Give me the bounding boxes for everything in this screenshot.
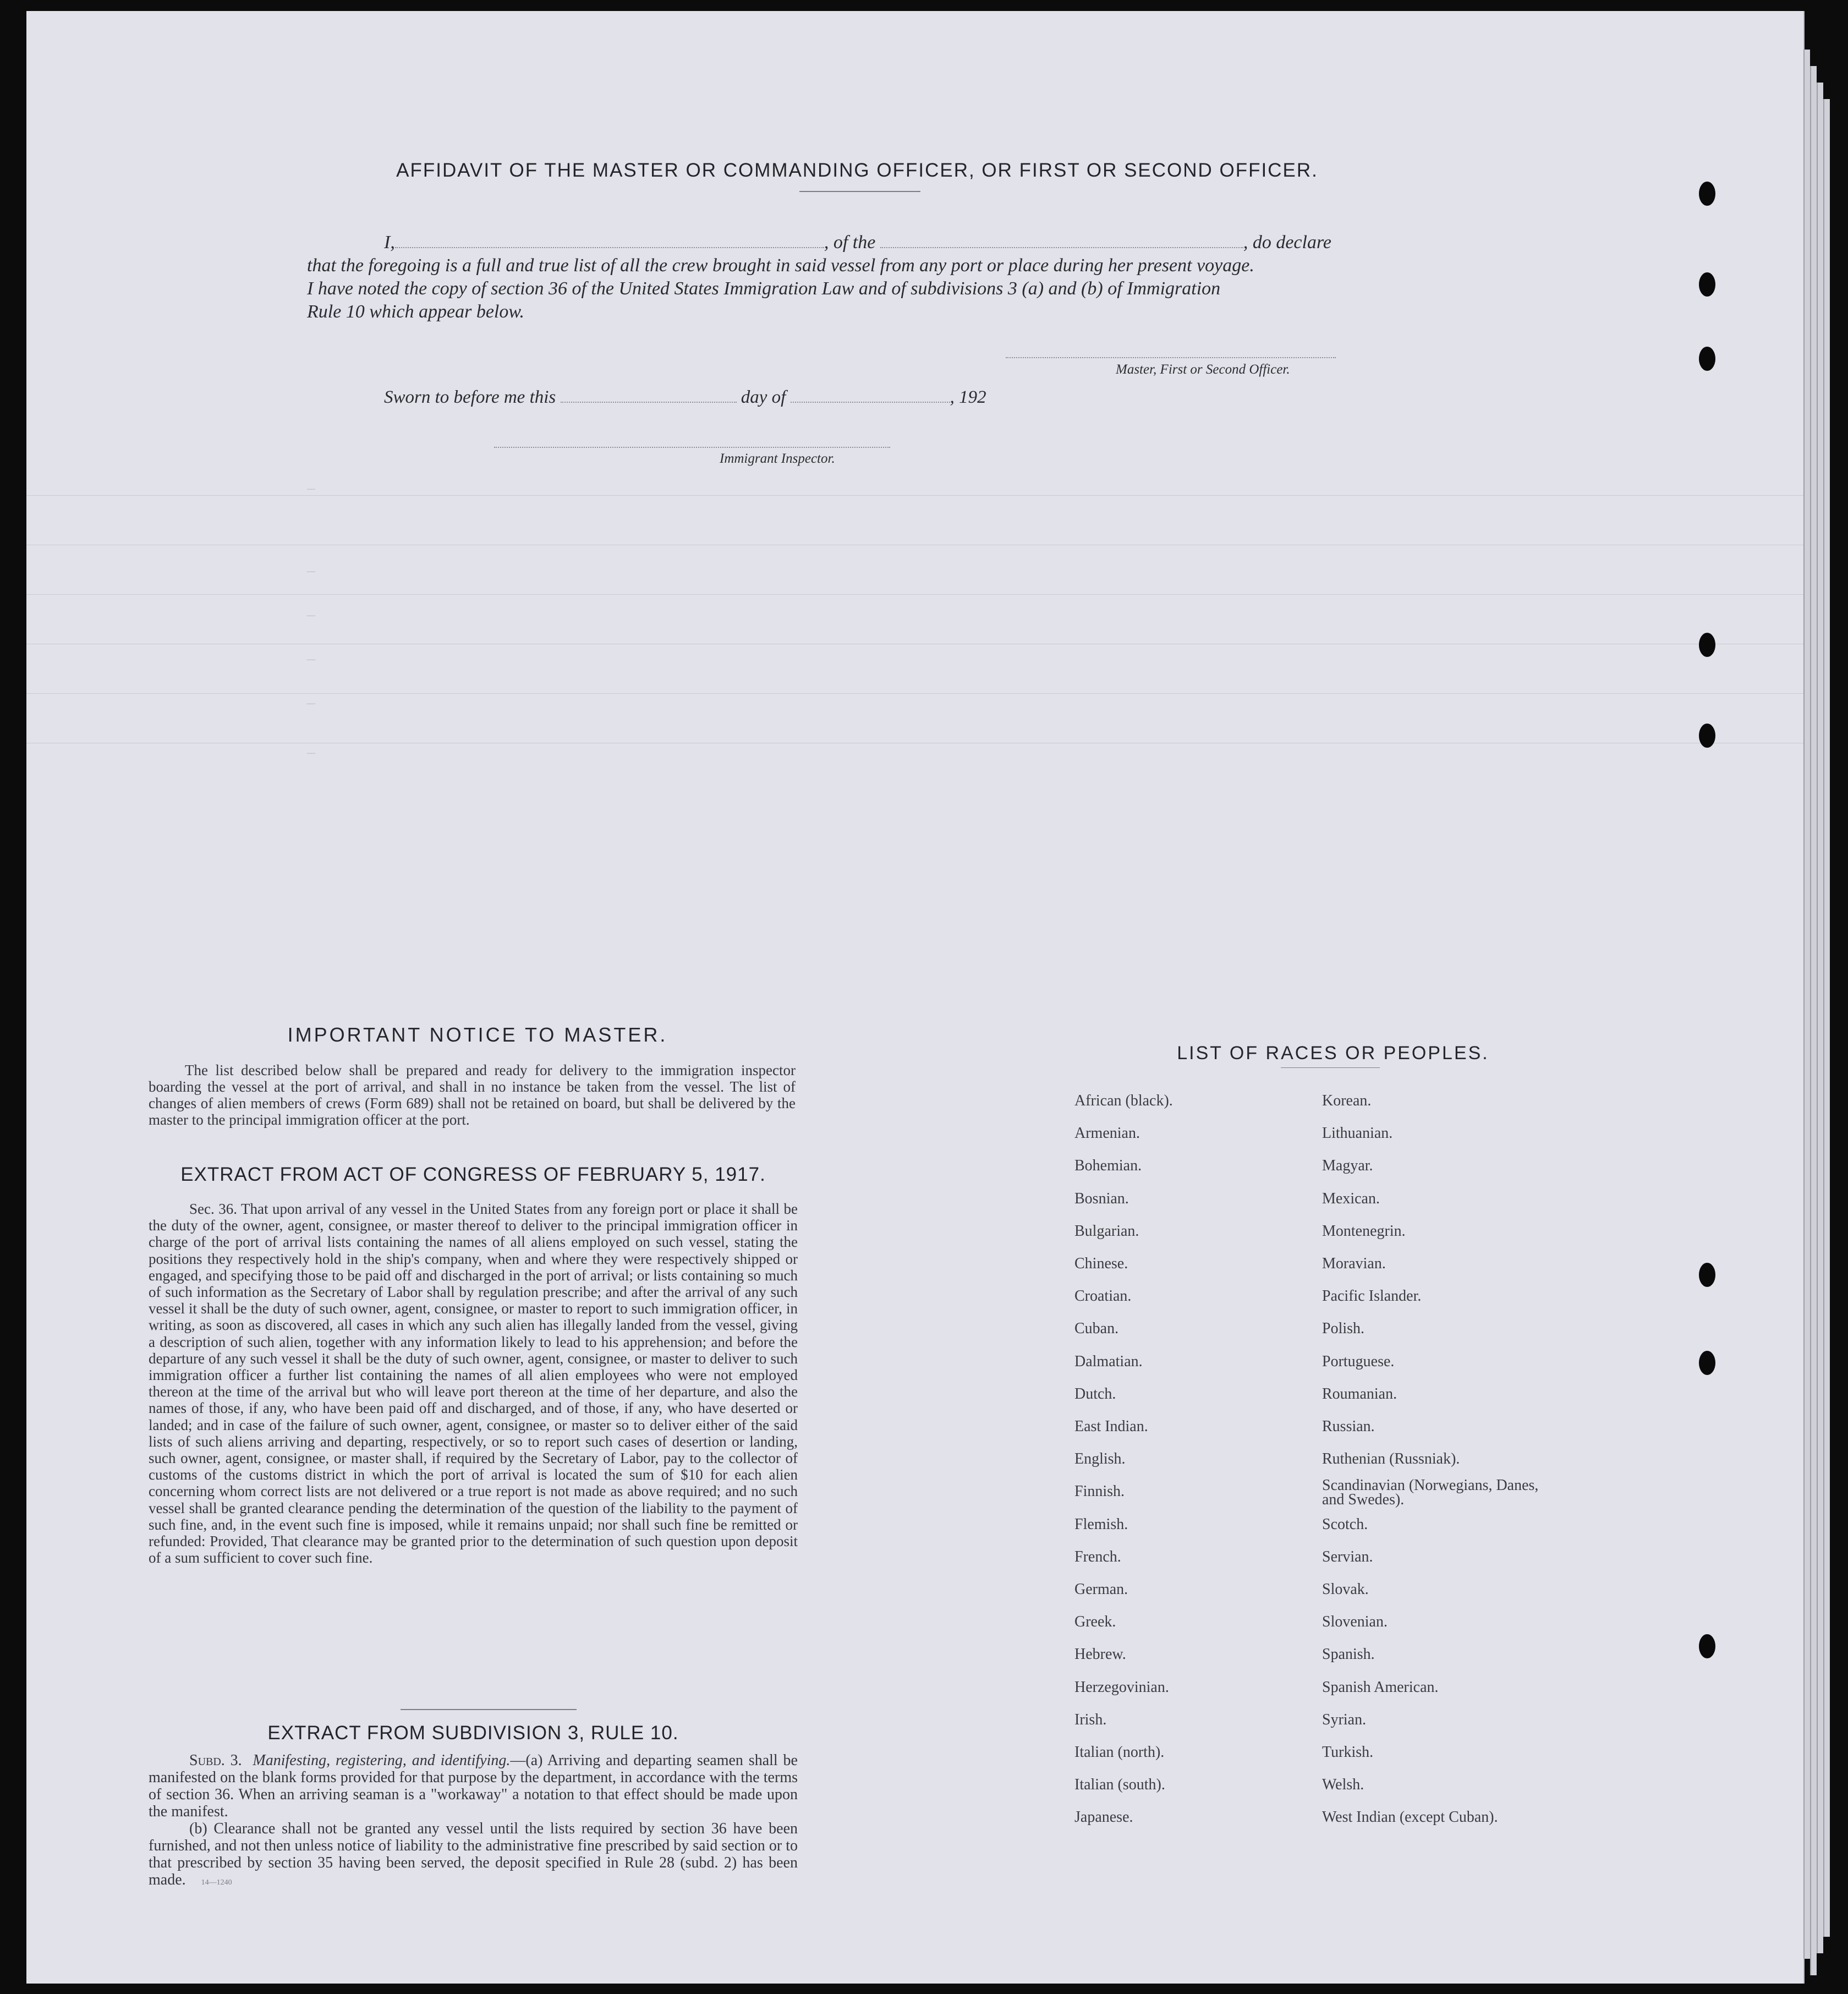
- affidavit-declaration: [307, 231, 1388, 324]
- race-item: Japanese.: [1074, 1809, 1133, 1826]
- binder-hole: [1699, 182, 1715, 206]
- race-item: Ruthenian (Russniak).: [1322, 1450, 1460, 1468]
- race-item: Welsh.: [1322, 1776, 1364, 1794]
- extract-rule-title: EXTRACT FROM SUBDIVISION 3, RULE 10.: [267, 1722, 679, 1744]
- race-item: Russian.: [1322, 1418, 1375, 1435]
- race-item: African (black).: [1074, 1092, 1173, 1109]
- race-item: Dutch.: [1074, 1385, 1116, 1403]
- race-item: Roumanian.: [1322, 1385, 1397, 1403]
- race-item: Portuguese.: [1322, 1352, 1395, 1370]
- affidavit-i: I,: [384, 232, 395, 253]
- title-divider: [799, 191, 920, 192]
- race-item: Herzegovinian.: [1074, 1678, 1169, 1696]
- race-item: West Indian (except Cuban).: [1322, 1809, 1498, 1826]
- race-item: Hebrew.: [1074, 1646, 1126, 1663]
- faint-rule-line: [26, 495, 1803, 496]
- signature-label: Master, First or Second Officer.: [1116, 362, 1290, 377]
- subd-lead: Subd. 3.: [189, 1752, 242, 1769]
- notice-text: The list described below shall be prepared and ready for delivery to the immigration inspector boarding the vessel at the port of arrival, and shall in no instance be taken from the vessel. The list of changes of alien members of crews (Form 689) shall not be retained on board, but shall be delivered by the master to the principal immigration officer at the port.: [149, 1062, 796, 1128]
- vessel-blank: [880, 234, 1243, 248]
- race-item: Greek.: [1074, 1613, 1116, 1631]
- inspector-label: Immigrant Inspector.: [720, 451, 835, 466]
- race-item: Irish.: [1074, 1711, 1107, 1728]
- bleed-through-mark: –: [307, 649, 315, 667]
- page-edge: [1803, 50, 1810, 1959]
- race-item: Moravian.: [1322, 1255, 1386, 1272]
- race-item: Bulgarian.: [1074, 1222, 1139, 1240]
- race-item: Polish.: [1322, 1320, 1365, 1338]
- affidavit-do-declare: , do declare: [1243, 232, 1332, 253]
- subdivision-3-text: [149, 1752, 798, 1891]
- race-item: Slovenian.: [1322, 1613, 1388, 1631]
- race-item: Finnish.: [1074, 1483, 1125, 1500]
- signature-blank: [1006, 344, 1336, 358]
- bleed-through-mark: –: [307, 561, 315, 579]
- binder-hole: [1699, 1351, 1715, 1375]
- race-item: Pacific Islander.: [1322, 1288, 1422, 1305]
- day-of-text: day of: [741, 387, 786, 407]
- race-item: Chinese.: [1074, 1255, 1128, 1272]
- subd-para-a: —(a) Arriving and departing seamen shall be manifested on the blank forms provided for that purpose by the department, in accordance with the terms of section 36. When an arriving seaman is a "workaway" a notation to that effect should be made upon the manifest.: [149, 1752, 798, 1820]
- document-page: [26, 11, 1805, 1984]
- affidavit-line-2: that the foregoing is a full and true list of all the crew brought in said vessel from any port or place during her present voyage.: [307, 255, 1254, 276]
- bleed-through-mark: –: [307, 479, 315, 497]
- bleed-through-mark: –: [307, 693, 315, 711]
- race-item: Syrian.: [1322, 1711, 1367, 1728]
- affidavit-title: AFFIDAVIT OF THE MASTER OR COMMANDING OFFICER, OR FIRST OR SECOND OFFICER.: [396, 160, 1318, 181]
- subd-para-b: (b) Clearance shall not be granted any vessel until the lists required by section 36 have been furnished, and not then unless notice of liability to the administrative fine prescribed by said section or to that prescribed by section 35 having been served, the deposit specified in Rule 28 (subd. 2) has been made.: [149, 1820, 798, 1888]
- race-item: French.: [1074, 1548, 1121, 1565]
- race-item: Armenian.: [1074, 1125, 1140, 1142]
- race-item: Italian (south).: [1074, 1776, 1165, 1794]
- affidavit-line-3: I have noted the copy of section 36 of the United States Immigration Law and of subdivisions 3 (a) and (b) of Immigration: [307, 278, 1221, 299]
- bleed-through-mark: –: [307, 605, 315, 623]
- affidavit-of-the: , of the: [824, 232, 876, 253]
- binder-hole: [1699, 1634, 1715, 1658]
- race-item: English.: [1074, 1450, 1126, 1468]
- binder-hole: [1699, 272, 1715, 297]
- race-item: East Indian.: [1074, 1418, 1148, 1435]
- page-edge: [1810, 66, 1817, 1975]
- races-divider: [1281, 1067, 1380, 1068]
- form-number: 14—1240: [201, 1878, 232, 1887]
- race-item: Croatian.: [1074, 1288, 1132, 1305]
- race-item: Spanish American.: [1322, 1678, 1439, 1696]
- race-item: Italian (north).: [1074, 1744, 1165, 1761]
- affidavit-line-4: Rule 10 which appear below.: [307, 302, 525, 322]
- sworn-line: [384, 387, 986, 408]
- page-edge: [1823, 99, 1830, 1937]
- race-item: Bohemian.: [1074, 1157, 1142, 1175]
- binder-hole: [1699, 347, 1715, 371]
- race-item: Mexican.: [1322, 1190, 1380, 1207]
- sworn-text: Sworn to before me this: [384, 387, 556, 407]
- race-item: Lithuanian.: [1322, 1125, 1393, 1142]
- race-item: Korean.: [1322, 1092, 1372, 1109]
- race-item: Dalmatian.: [1074, 1352, 1143, 1370]
- race-item: Magyar.: [1322, 1157, 1373, 1175]
- race-item: Flemish.: [1074, 1515, 1128, 1533]
- month-blank: [791, 388, 950, 403]
- binder-hole: [1699, 724, 1715, 748]
- race-item: Scandinavian (Norwegians, Danes, and Swedes).: [1322, 1477, 1539, 1509]
- notice-title: IMPORTANT NOTICE TO MASTER.: [287, 1023, 668, 1046]
- faint-rule-line: [26, 693, 1803, 694]
- inspector-blank: [494, 434, 890, 448]
- race-item: Cuban.: [1074, 1320, 1119, 1338]
- extract-divider: [401, 1709, 577, 1710]
- faint-rule-line: [26, 594, 1803, 595]
- race-item: Montenegrin.: [1322, 1222, 1406, 1240]
- name-blank: [395, 234, 824, 248]
- race-item: Turkish.: [1322, 1744, 1374, 1761]
- subd-heading: Manifesting, registering, and identifying.: [253, 1752, 511, 1769]
- race-item: Bosnian.: [1074, 1190, 1129, 1207]
- race-item: Servian.: [1322, 1548, 1373, 1565]
- day-blank: [561, 388, 737, 403]
- race-item: Scotch.: [1322, 1515, 1368, 1533]
- year-text: , 192: [950, 387, 986, 407]
- extract-act-title: EXTRACT FROM ACT OF CONGRESS OF FEBRUARY 5, 1917.: [180, 1164, 766, 1185]
- binder-hole: [1699, 1263, 1715, 1287]
- page-edge: [1817, 83, 1823, 1953]
- binder-hole: [1699, 633, 1715, 657]
- section-36-text: Sec. 36. That upon arrival of any vessel in the United States from any foreign port or place it shall be the duty of the owner, agent, consignee, or master thereof to deliver to the principal immigration officer in charge of the port of arrival lists containing the names of all aliens employed on such vessel, stating the positions they respectively hold in the ship's company, when and where they were respectively shipped or engaged, and specifying those to be paid off and discharged in the port of arrival; or lists containing so much of such information as the Secretary of Labor shall by regulation prescribe; and after the arrival of any such vessel it shall be the duty of such owner, agent, consignee, or master to report to such immigration officer, in writing, as soon as discovered, all cases in which any such alien has illegally landed from the vessel, giving a description of such alien, together with any information likely to lead to his apprehension; and before the departure of any such vessel it shall be the duty of such owner, agent, consignee, or master to deliver to such immigration officer a further list containing the names of all alien employees who were not employed thereon at the time of the arrival but who will leave port thereon at the time of her departure, and also the names of those, if any, who have been paid off and discharged, and of those, if any, who have deserted or landed; and in case of the failure of such owner, agent, consignee, or master so to deliver either of the said lists of such aliens arriving and departing, respectively, or so to report such cases of desertion or landing, such owner, agent, consignee, or master shall, if required by the Secretary of Labor, pay to the collector of customs of the customs district in which the port of arrival is located the sum of $10 for each alien concerning whom correct lists are not delivered or a true report is not made as above required; and no such vessel shall be granted clearance pending the determination of the question of the liability to the payment of such fine, and, in the event such fine is imposed, while it remains unpaid; nor shall such fine be remitted or refunded: Provided, That clearance may be granted prior to the determination of such question upon deposit of a sum sufficient to cover such fine.: [149, 1201, 798, 1566]
- race-item: German.: [1074, 1581, 1128, 1598]
- race-item: Spanish.: [1322, 1646, 1375, 1663]
- bleed-through-mark: –: [307, 743, 315, 761]
- race-item: Slovak.: [1322, 1581, 1369, 1598]
- races-title: LIST OF RACES OR PEOPLES.: [1177, 1043, 1489, 1064]
